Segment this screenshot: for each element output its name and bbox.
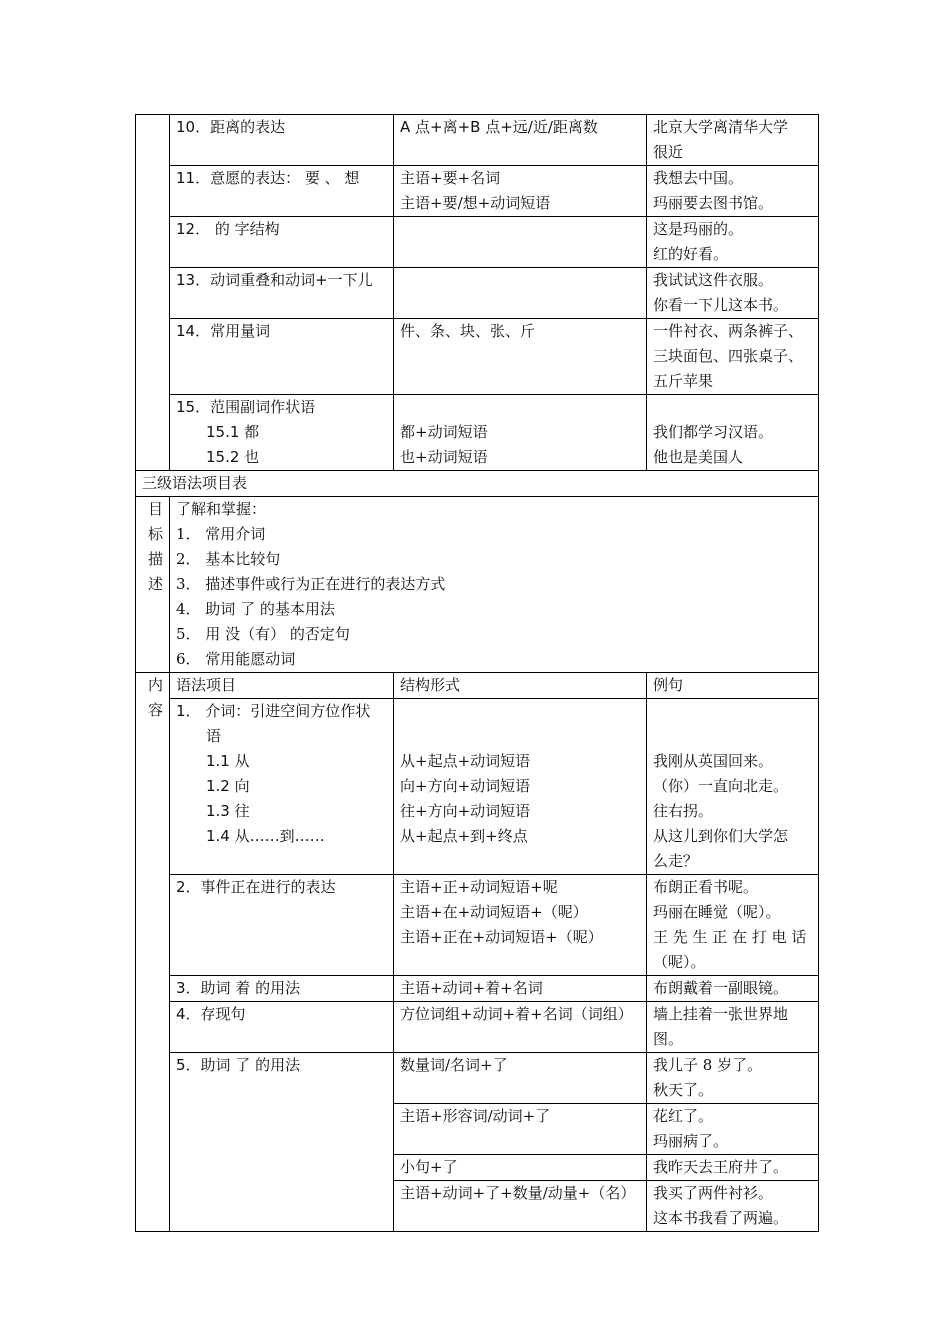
- table-row: [136, 699, 819, 875]
- example-cell: [647, 976, 819, 1002]
- example-cell: [647, 395, 819, 471]
- table-row: [136, 319, 819, 395]
- structure-text: 也+动词短语: [400, 448, 488, 466]
- example-text: 秋天了。: [653, 1081, 714, 1099]
- example-text: 一件衬衣、两条裤子、: [653, 322, 804, 340]
- structure-cell: [394, 115, 647, 166]
- structure-text: 件、条、块、张、斤: [400, 322, 536, 340]
- goal-intro: 了解和掌握：: [176, 500, 267, 518]
- item-text: 语: [206, 727, 222, 745]
- structure-cell: [394, 699, 647, 875]
- item-cell: [170, 319, 394, 395]
- goal-item: 3． 描述事件或行为正在进行的表达方式: [176, 575, 446, 593]
- item-text: 10．距离的表达: [176, 118, 286, 136]
- example-text: 我昨天去王府井了。: [653, 1158, 789, 1176]
- example-text: 从这儿到你们大学怎: [653, 827, 789, 845]
- example-cell: [647, 166, 819, 217]
- example-text: 我想去中国。: [653, 169, 744, 187]
- example-text: 墙上挂着一张世界地: [653, 1005, 789, 1023]
- structure-text: 数量词/名词+了: [400, 1056, 508, 1074]
- goal-label-cell: [136, 497, 170, 673]
- item-text: 13．动词重叠和动词+一下儿: [176, 271, 373, 289]
- example-text: 图。: [653, 1030, 684, 1048]
- structure-cell: [394, 1155, 647, 1181]
- example-text: 么走？: [653, 852, 699, 870]
- table-row: [136, 875, 819, 976]
- structure-cell: [394, 1053, 647, 1104]
- example-cell: [647, 217, 819, 268]
- example-text: 这是玛丽的。: [653, 220, 744, 238]
- item-cell: [170, 1053, 394, 1232]
- column-header: [647, 673, 819, 699]
- table-row: [136, 1002, 819, 1053]
- item-cell: [170, 217, 394, 268]
- item-text: 14．常用量词: [176, 322, 271, 340]
- structure-cell: [394, 1104, 647, 1155]
- table-row: [136, 1053, 819, 1104]
- table-row: [136, 976, 819, 1002]
- example-cell: [647, 1053, 819, 1104]
- structure-text: 从+起点+动词短语: [400, 752, 531, 770]
- example-text: 北京大学离清华大学: [653, 118, 789, 136]
- subitem-text: 1.2 向: [206, 777, 250, 795]
- grammar-table: [135, 114, 819, 1232]
- table-row: [136, 217, 819, 268]
- subitem-text: 15.1 都: [206, 423, 260, 441]
- column-header: [394, 673, 647, 699]
- example-text: 你看一下儿这本书。: [653, 296, 789, 314]
- structure-text: 小句+了: [400, 1158, 458, 1176]
- example-text: 往右拐。: [653, 802, 714, 820]
- example-cell: [647, 875, 819, 976]
- goal-label-char: 标: [147, 525, 163, 543]
- item-cell: [170, 699, 394, 875]
- structure-cell: [394, 217, 647, 268]
- column-header-text: 语法项目: [176, 676, 237, 694]
- subitem-text: 1.4 从……到……: [206, 827, 325, 845]
- structure-cell: [394, 976, 647, 1002]
- example-cell: [647, 1002, 819, 1053]
- structure-text: 主语+要/想+动词短语: [400, 194, 551, 212]
- item-text: 12． 的 字结构: [176, 220, 280, 238]
- structure-cell: [394, 1181, 647, 1232]
- goal-list-cell: [170, 497, 819, 673]
- example-text: （呢）。: [653, 953, 706, 971]
- side-cell-empty: [136, 115, 170, 471]
- item-cell: [170, 875, 394, 976]
- example-text: 五斤苹果: [653, 372, 714, 390]
- goal-item: 5． 用 没（有） 的否定句: [176, 625, 350, 643]
- item-text: 4．存现句: [176, 1005, 246, 1023]
- example-cell: [647, 1104, 819, 1155]
- example-cell: [647, 268, 819, 319]
- item-text: 15．范围副词作状语: [176, 398, 316, 416]
- table-row: [136, 166, 819, 217]
- structure-cell: [394, 268, 647, 319]
- section-caption: [136, 471, 819, 497]
- structure-cell: [394, 1002, 647, 1053]
- structure-text: 都+动词短语: [400, 423, 488, 441]
- subitem-text: 15.2 也: [206, 448, 260, 466]
- structure-text: 主语+正在+动词短语+（呢）: [400, 928, 603, 946]
- structure-text: 主语+在+动词短语+（呢）: [400, 903, 588, 921]
- example-cell: [647, 699, 819, 875]
- example-text: 玛丽要去图书馆。: [653, 194, 774, 212]
- structure-text: 主语+形容词/动词+了: [400, 1107, 551, 1125]
- item-cell: [170, 395, 394, 471]
- item-cell: [170, 166, 394, 217]
- goal-item: 1． 常用介词: [176, 525, 266, 543]
- structure-cell: [394, 875, 647, 976]
- example-text: （你）一直向北走。: [653, 777, 789, 795]
- structure-text: 主语+正+动词短语+呢: [400, 878, 558, 896]
- table-row: [136, 471, 819, 497]
- item-cell: [170, 115, 394, 166]
- structure-cell: [394, 319, 647, 395]
- example-text: 王 先 生 正 在 打 电 话: [653, 928, 807, 946]
- table-row: [136, 115, 819, 166]
- structure-text: 向+方向+动词短语: [400, 777, 531, 795]
- example-text: 我儿子 8 岁了。: [653, 1056, 763, 1074]
- example-cell: [647, 319, 819, 395]
- item-text: 1． 介词：引进空间方位作状: [176, 702, 371, 720]
- example-text: 玛丽病了。: [653, 1132, 729, 1150]
- goal-label-char: 描: [147, 550, 163, 568]
- example-text: 他也是美国人: [653, 448, 744, 466]
- item-text: 5．助词 了 的用法: [176, 1056, 301, 1074]
- example-text: 很近: [653, 143, 684, 161]
- header-row: [136, 673, 819, 699]
- structure-text: 主语+要+名词: [400, 169, 501, 187]
- section-caption-text: 三级语法项目表: [142, 474, 248, 492]
- structure-text: 方位词组+动词+着+名词（词组）: [400, 1005, 633, 1023]
- structure-text: 主语+动词+了+数量/动量+（名）: [400, 1184, 636, 1202]
- structure-text: 从+起点+到+终点: [400, 827, 528, 845]
- content-label-cell: [136, 673, 170, 1232]
- structure-cell: [394, 395, 647, 471]
- example-text: 红的好看。: [653, 245, 729, 263]
- column-header: [170, 673, 394, 699]
- structure-text: A 点+离+B 点+远/近/距离数: [400, 118, 598, 136]
- item-cell: [170, 976, 394, 1002]
- example-cell: [647, 115, 819, 166]
- example-text: 这本书我看了两遍。: [653, 1209, 789, 1227]
- example-cell: [647, 1181, 819, 1232]
- table-row: [136, 268, 819, 319]
- goal-row: [136, 497, 819, 673]
- content-label-char: 容: [147, 701, 163, 719]
- item-text: 3．助词 着 的用法: [176, 979, 301, 997]
- example-text: 花红了。: [653, 1107, 714, 1125]
- example-text: 玛丽在睡觉（呢）。: [653, 903, 781, 921]
- column-header-text: 例句: [653, 676, 684, 694]
- content-label-char: 内: [147, 676, 163, 694]
- example-text: 三块面包、四张桌子、: [653, 347, 804, 365]
- item-text: 2．事件正在进行的表达: [176, 878, 336, 896]
- item-text: 11．意愿的表达： 要 、 想: [176, 169, 360, 187]
- example-text: 我试试这件衣服。: [653, 271, 774, 289]
- goal-item: 4． 助词 了 的基本用法: [176, 600, 335, 618]
- example-text: 我们都学习汉语。: [653, 423, 774, 441]
- example-text: 布朗正看书呢。: [653, 878, 759, 896]
- example-text: 布朗戴着一副眼镜。: [653, 979, 789, 997]
- column-header-text: 结构形式: [400, 676, 461, 694]
- goal-label-char: 目: [147, 500, 163, 518]
- structure-cell: [394, 166, 647, 217]
- goal-item: 6． 常用能愿动词: [176, 650, 296, 668]
- example-text: 我刚从英国回来。: [653, 752, 774, 770]
- example-text: 我买了两件衬衫。: [653, 1184, 774, 1202]
- subitem-text: 1.1 从: [206, 752, 250, 770]
- goal-label-char: 述: [147, 575, 163, 593]
- structure-text: 往+方向+动词短语: [400, 802, 531, 820]
- goal-item: 2． 基本比较句: [176, 550, 281, 568]
- item-cell: [170, 268, 394, 319]
- example-cell: [647, 1155, 819, 1181]
- item-cell: [170, 1002, 394, 1053]
- table-row: [136, 395, 819, 471]
- structure-text: 主语+动词+着+名词: [400, 979, 543, 997]
- subitem-text: 1.3 往: [206, 802, 250, 820]
